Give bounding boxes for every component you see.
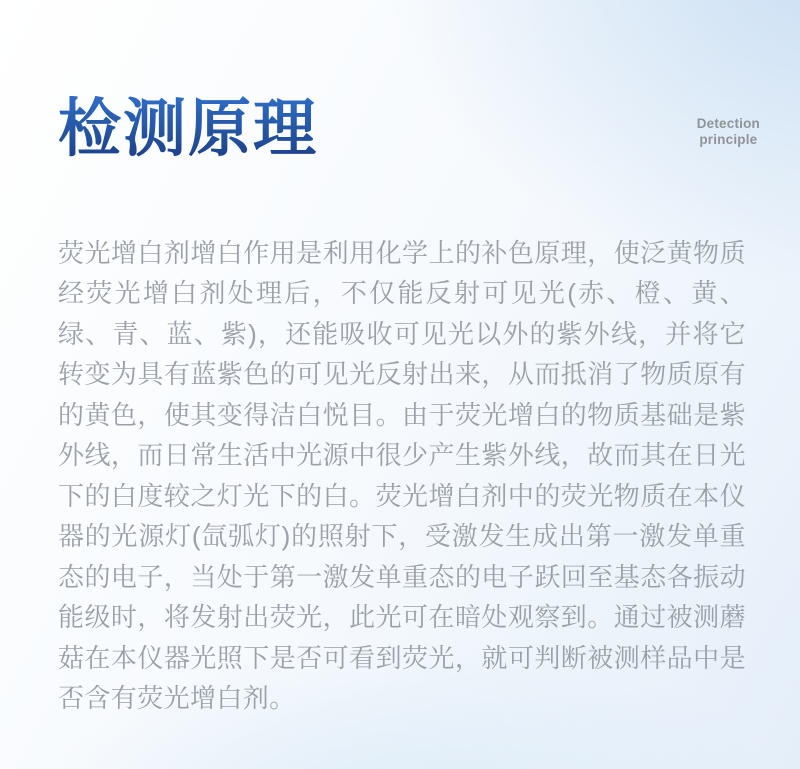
content-area (58, 233, 746, 719)
principle-paragraph: 荧光增白剂增白作用是利用化学上的补色原理，使泛黄物质经荧光增白剂处理后，不仅能反射可见光(赤、橙、黄、绿、青、蓝、紫)，还能吸收可见光以外的紫外线，并将它转变为具有蓝紫色的可见光反射出来，从而抵消了物质原有的黄色，使其变得洁白悦目。由于荧光增白的物质基础是紫外线，而日常生活中光源中很少产生紫外线，故而其在日光下的白度较之灯光下的白。荧光增白剂中的荧光物质在本仪器的光源灯(氙弧灯)的照射下，受激发生成出第一激发单重态的电子，当处于第一激发单重态的电子跃回至基态各振动能级时，将发射出荧光，此光可在暗处观察到。通过被测蘑菇在本仪器光照下是否可看到荧光，就可判断被测样品中是否含有荧光增白剂。 (58, 237, 746, 714)
subtitle-line-2: principle (699, 132, 758, 148)
header (58, 96, 760, 163)
subtitle-line-1: Detection (696, 116, 760, 132)
page-title: 检测原理 (58, 94, 318, 164)
page-subtitle-en (697, 116, 760, 148)
